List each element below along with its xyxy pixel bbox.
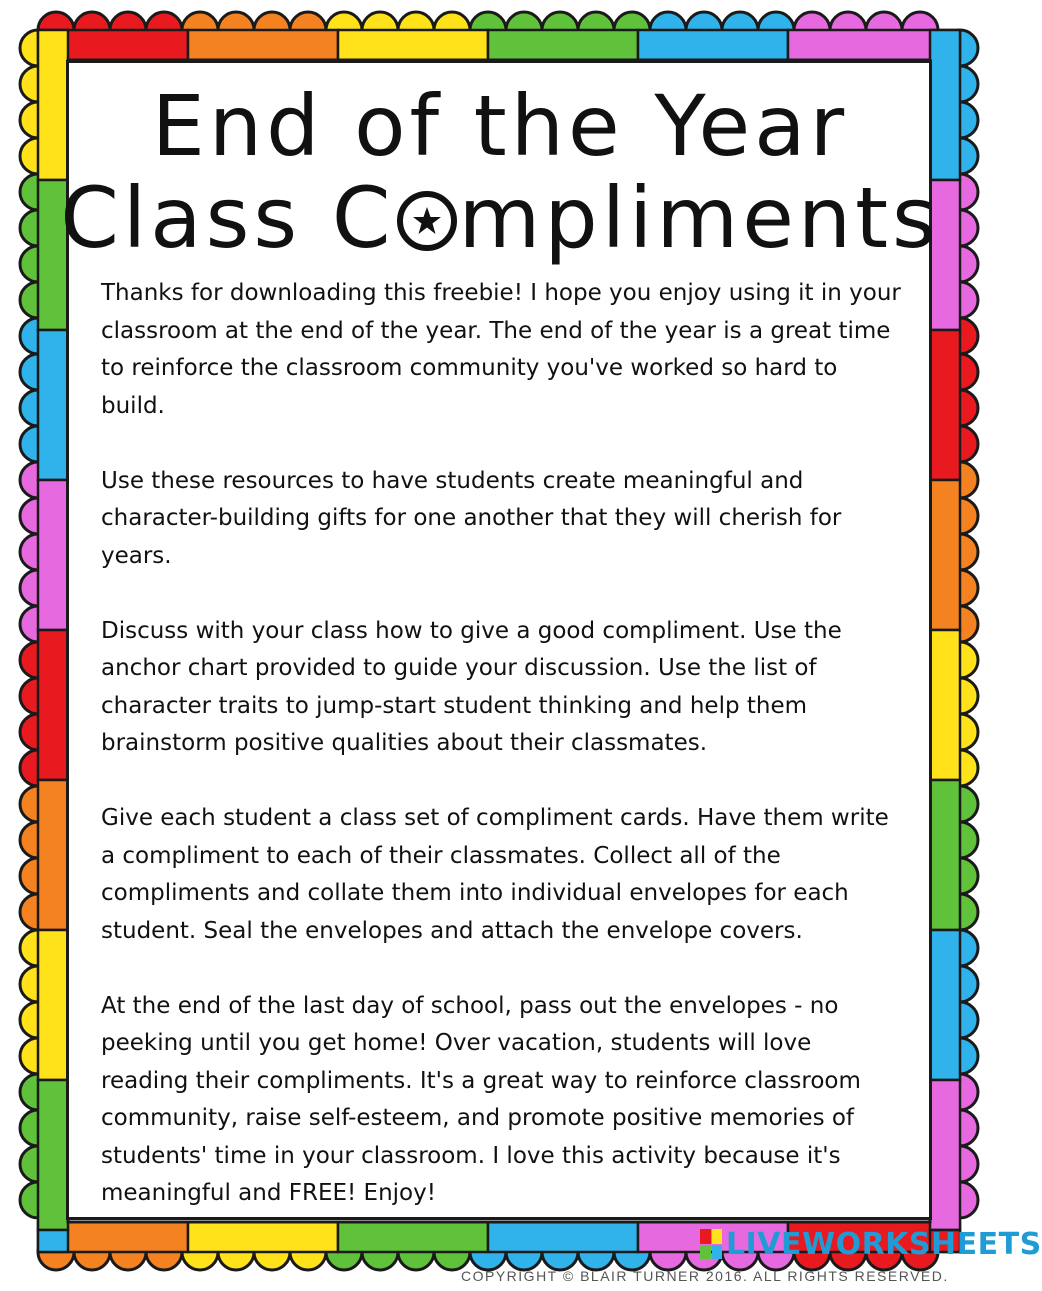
border-band-segment: [788, 30, 938, 60]
border-band-segment: [638, 30, 788, 60]
border-band-segment: [38, 630, 68, 780]
border-band-segment: [38, 930, 68, 1080]
border-band-segment: [38, 480, 68, 630]
border-band-segment: [38, 330, 68, 480]
border-band-segment: [38, 1080, 68, 1230]
border-band-segment: [38, 780, 68, 930]
border-band-segment: [930, 930, 960, 1080]
border-band-segment: [930, 330, 960, 480]
paragraph-last-day: At the end of the last day of school, pass out the envelopes - no peeking until you get home! Over vacation, students will love reading their compliments. It's a great way to reinforce classroom community, raise self-esteem, and promote positive memories of students' time in your classroom. I love this activity because it's meaningful and FREE! Enjoy!: [101, 992, 861, 1206]
title-line-1: End of the Year: [151, 77, 849, 175]
body-text: [101, 275, 901, 1250]
liveworksheets-watermark: LIVEWORKSHEETS: [726, 1226, 1042, 1262]
paragraph-discussion: Discuss with your class how to give a good compliment. Use the anchor chart provided to guide your discussion. Use the list of character traits to jump-start student thinking and help them brainstorm positive qualities about their classmates.: [101, 617, 842, 756]
copyright-notice: COPYRIGHT © BLAIR TURNER 2016. ALL RIGHTS RESERVED.: [461, 1268, 949, 1284]
paragraph-resources: Use these resources to have students create meaningful and character-building gifts for one another that they will cherish for years.: [101, 467, 842, 569]
border-band-segment: [338, 30, 488, 60]
border-band-segment: [188, 30, 338, 60]
border-band-segment: [488, 30, 638, 60]
title-line-2-start: Class C: [60, 169, 395, 267]
star-in-circle-icon: [397, 191, 457, 251]
border-band-segment: [930, 1080, 960, 1230]
border-band-segment: [930, 480, 960, 630]
liveworksheets-badge-icon: [700, 1229, 722, 1259]
title-line-2: [0, 168, 1000, 268]
paragraph-cards: Give each student a class set of compliment cards. Have them write a compliment to each of their classmates. Collect all of the compliments and collate them into individual envelopes for each student. Seal the envelopes and attach the envelope covers.: [101, 805, 889, 944]
title-line-2-end: mpliments: [458, 169, 940, 267]
border-band-segment: [930, 780, 960, 930]
border-band-segment: [930, 630, 960, 780]
paragraph-intro: Thanks for downloading this freebie! I hope you enjoy using it in your classroom at the end of the year. The end of the year is a great time to reinforce the classroom community you've worked so hard to build.: [101, 280, 901, 419]
border-band-segment: [38, 1230, 68, 1252]
liveworksheets-logo[interactable]: [700, 1226, 1042, 1262]
